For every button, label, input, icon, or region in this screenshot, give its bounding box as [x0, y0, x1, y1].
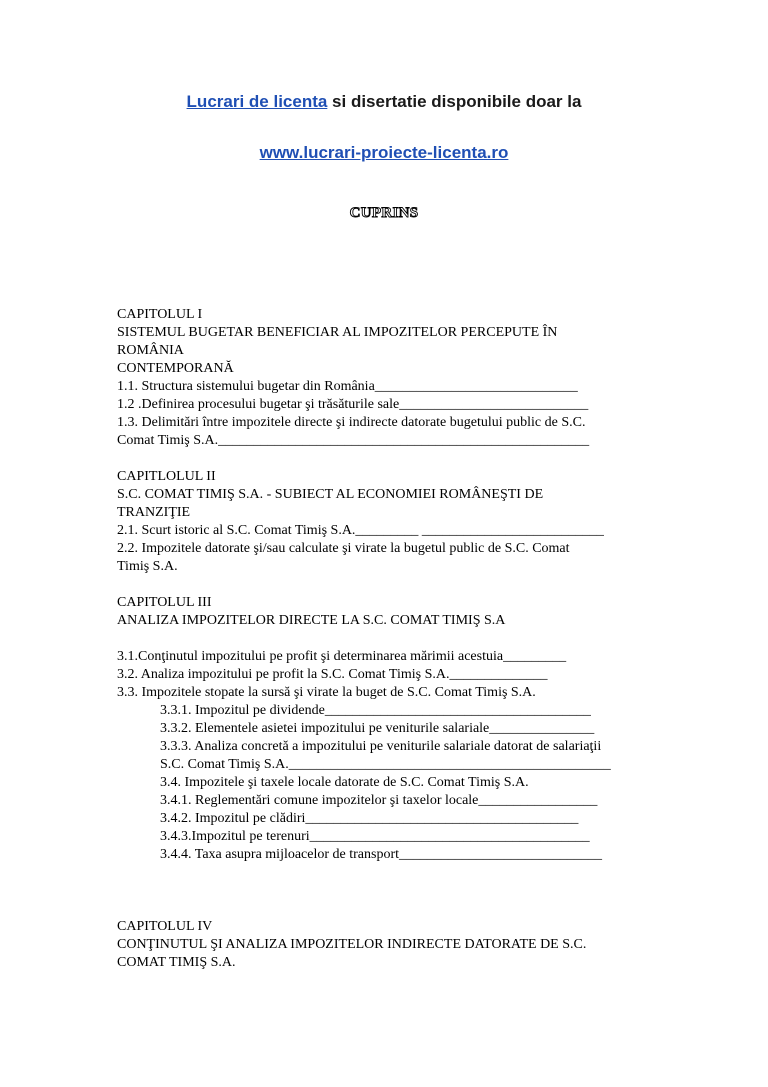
chapter-4-title: CONŢINUTUL ŞI ANALIZA IMPOZITELOR INDIRECTE DATORATE DE S.C. — [117, 937, 587, 952]
toc-subentry[interactable]: 3.3.3. Analiza concretă a impozitului pe veniturile salariale datorat de salariaţii — [160, 739, 602, 754]
toc-subentry[interactable]: 3.3.2. Elementele asietei impozitului pe veniturile salariale_______________ — [160, 721, 595, 736]
chapter-2-title-cont: TRANZIŢIE — [117, 505, 191, 520]
chapter-4-title-cont: COMAT TIMIŞ S.A. — [117, 955, 236, 970]
toc-subentry[interactable]: 3.3.1. Impozitul pe dividende______________________________________ — [160, 703, 591, 718]
licenta-link[interactable]: Lucrari de licenta — [186, 92, 328, 111]
chapter-2-title: S.C. COMAT TIMIŞ S.A. - SUBIECT AL ECONOMIEI ROMÂNEŞTI DE — [117, 487, 544, 502]
chapter-2-label: CAPITLOLUL II — [117, 469, 216, 484]
chapter-3-label: CAPITOLUL III — [117, 595, 212, 610]
chapter-4-label: CAPITOLUL IV — [117, 919, 213, 934]
chapter-1-title-cont: ROMÂNIA — [117, 343, 184, 358]
chapter-1-title-cont: CONTEMPORANĂ — [117, 361, 234, 376]
chapter-1-label: CAPITOLUL I — [117, 307, 203, 322]
toc-entry[interactable]: 3.1.Conţinutul impozitului pe profit şi determinarea mărimii acestuia_________ — [117, 649, 567, 664]
toc-entry[interactable]: 1.1. Structura sistemului bugetar din România_____________________________ — [117, 379, 578, 394]
chapter-1-title: SISTEMUL BUGETAR BENEFICIAR AL IMPOZITELOR PERCEPUTE ÎN — [117, 325, 558, 340]
toc-subentry[interactable]: 3.4. Impozitele şi taxele locale datorate de S.C. Comat Timiş S.A. — [160, 775, 529, 790]
toc-entry[interactable]: 1.2 .Definirea procesului bugetar şi trăsăturile sale___________________________ — [117, 397, 589, 412]
promo-text: si disertatie disponibile doar la — [327, 92, 582, 111]
toc-entry[interactable]: 2.2. Impozitele datorate şi/sau calculate şi virate la bugetul public de S.C. Comat — [117, 541, 570, 556]
toc-entry[interactable]: 3.3. Impozitele stopate la sursă şi virate la buget de S.C. Comat Timiş S.A. — [117, 685, 536, 700]
toc-subentry-cont[interactable]: S.C. Comat Timiş S.A.______________________________________________ — [160, 757, 611, 772]
table-of-contents — [117, 306, 757, 972]
toc-subentry[interactable]: 3.4.3.Impozitul pe terenuri________________________________________ — [160, 829, 590, 844]
toc-subentry[interactable]: 3.4.2. Impozitul pe clădiri_______________________________________ — [160, 811, 579, 826]
toc-entry[interactable]: 1.3. Delimitări între impozitele directe şi indirecte datorate bugetului public de S.C. — [117, 415, 586, 430]
chapter-3-title: ANALIZA IMPOZITELOR DIRECTE LA S.C. COMAT TIMIŞ S.A — [117, 613, 506, 628]
toc-entry-cont[interactable]: Timiş S.A. — [117, 559, 178, 574]
toc-entry[interactable]: 2.1. Scurt istoric al S.C. Comat Timiş S.A._________ __________________________ — [117, 523, 604, 538]
toc-entry-cont[interactable]: Comat Timiş S.A._____________________________________________________ — [117, 433, 590, 448]
toc-subentry[interactable]: 3.4.1. Reglementări comune impozitelor şi taxelor locale_________________ — [160, 793, 598, 808]
promo-line-2 — [0, 143, 768, 163]
toc-entry[interactable]: 3.2. Analiza impozitului pe profit la S.C. Comat Timiş S.A.______________ — [117, 667, 548, 682]
website-link[interactable]: www.lucrari-proiecte-licenta.ro — [259, 143, 509, 162]
toc-subentry[interactable]: 3.4.4. Taxa asupra mijloacelor de transport_____________________________ — [160, 847, 603, 862]
promo-line-1 — [0, 92, 768, 112]
page-title: CUPRINS — [349, 205, 419, 221]
